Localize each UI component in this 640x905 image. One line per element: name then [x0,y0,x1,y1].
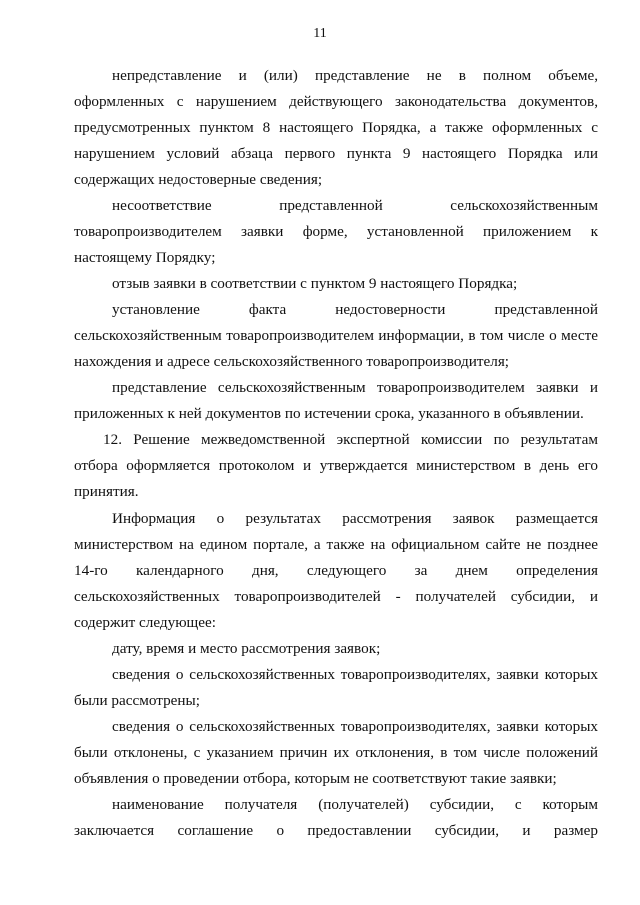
text-line: принятия. [74,483,139,500]
text-line: несоответствие представленной сельскохозяйственным [112,197,598,214]
text-line: нарушением условий абзаца первого пункта 9 настоящего Порядка или [74,145,598,162]
text-line: Информация о результатах рассмотрения заявок размещается [112,510,598,527]
text-line: министерством на едином портале, а также на официальном сайте не позднее [74,536,598,553]
text-line: нахождения и адресе сельскохозяйственного товаропроизводителя; [74,353,510,370]
text-line: установление факта недостоверности представленной [112,301,598,318]
text-line: сельскохозяйственным товаропроизводителем информации, в том числе о месте [74,327,598,344]
text-line: заключается соглашение о предоставлении субсидии, и размер [74,822,598,839]
text-line: содержит следующее: [74,614,216,631]
text-line: наименование получателя (получателей) субсидии, с которым [112,796,598,813]
text-line: 12. Решение межведомственной экспертной комиссии по результатам [103,431,598,448]
text-line: были отклонены, с указанием причин их отклонения, в том числе положений [74,744,598,761]
text-line: отзыв заявки в соответствии с пунктом 9 настоящего Порядка; [112,275,518,292]
page-number: 11 [313,26,327,41]
text-line: сведения о сельскохозяйственных товаропроизводителях, заявки которых [112,718,598,735]
text-line: товаропроизводителем заявки форме, установленной приложением к [74,223,598,240]
text-line: приложенных к ней документов по истечении срока, указанного в объявлении. [74,405,584,422]
text-line: дату, время и место рассмотрения заявок; [112,640,381,657]
text-line: объявления о проведении отбора, которым не соответствуют такие заявки; [74,770,557,787]
text-line: сельскохозяйственных товаропроизводителей - получателей субсидии, и [74,588,598,605]
text-line: содержащих недостоверные сведения; [74,171,323,188]
text-line: предусмотренных пунктом 8 настоящего Порядка, а также оформленных с [74,119,598,136]
text-line: представление сельскохозяйственным товаропроизводителем заявки и [112,379,598,396]
text-line: оформленных с нарушением действующего законодательства документов, [74,93,598,110]
text-line: были рассмотрены; [74,692,200,709]
text-line: 14-го календарного дня, следующего за днем определения [74,562,598,579]
text-line: отбора оформляется протоколом и утверждается министерством в день его [74,457,598,474]
text-line: непредставление и (или) представление не в полном объеме, [112,67,598,84]
text-line: настоящему Порядку; [74,249,216,266]
text-line: сведения о сельскохозяйственных товаропроизводителях, заявки которых [112,666,598,683]
